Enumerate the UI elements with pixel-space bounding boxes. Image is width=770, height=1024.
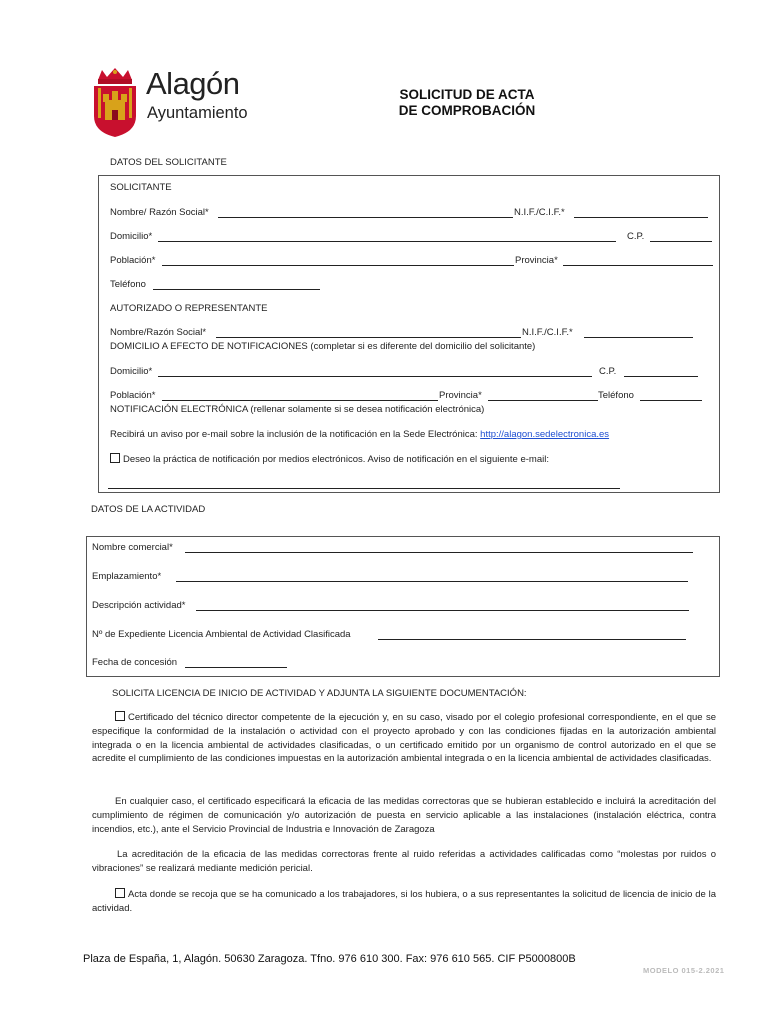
fecha-concesion-field[interactable] (185, 667, 287, 668)
nombre-field[interactable] (218, 217, 513, 218)
model-number: MODELO 015-2.2021 (643, 966, 725, 975)
rep-domicilio-label: Domicilio* (110, 366, 153, 377)
title-line-1: SOLICITUD DE ACTA (399, 87, 535, 102)
aviso-text (110, 429, 609, 441)
rep-poblacion-field[interactable] (162, 400, 438, 401)
notificacion-checkbox-row (110, 453, 549, 466)
section-label-actividad: DATOS DE LA ACTIVIDAD (91, 504, 206, 515)
provincia-field[interactable] (563, 265, 713, 266)
domicilio-field[interactable] (158, 241, 616, 242)
nif-field[interactable] (574, 217, 708, 218)
descripcion-label: Descripción actividad* (92, 600, 186, 611)
title-line-2: DE COMPROBACIÓN (398, 103, 536, 118)
documentacion-item-2 (92, 888, 716, 916)
certificado-checkbox[interactable] (115, 711, 125, 721)
rep-nif-field[interactable] (584, 337, 693, 338)
logo-name: Alagón (146, 66, 240, 101)
rep-telefono-field[interactable] (640, 400, 702, 401)
expediente-label: Nº de Expediente Licencia Ambiental de Actividad Clasificada (92, 629, 351, 640)
documentacion-para-3: La acreditación de la eficacia de las medidas correctoras frente al ruido referidas a actividades calificadas como “molestas por ruidos o vibraciones” se realizará mediante medición pericial. (92, 849, 716, 874)
cp-field[interactable] (650, 241, 712, 242)
rep-nif-label: N.I.F./C.I.F.* (522, 327, 573, 338)
expediente-field[interactable] (378, 639, 686, 640)
subheading-solicitante: SOLICITANTE (110, 182, 172, 193)
rep-nombre-field[interactable] (216, 337, 521, 338)
rep-domicilio-note: DOMICILIO A EFECTO DE NOTIFICACIONES (completar si es diferente del domicilio del solicitante) (110, 341, 536, 352)
poblacion-field[interactable] (162, 265, 514, 266)
aviso-label: Recibirá un aviso por e-mail sobre la inclusión de la notificación en la Sede Electrónica: (110, 429, 478, 440)
telefono-label: Teléfono (110, 279, 146, 290)
descripcion-field[interactable] (196, 610, 689, 611)
rep-cp-label: C.P. (599, 366, 617, 377)
poblacion-label: Población* (110, 255, 156, 266)
notificacion-checkbox-label: Deseo la práctica de notificación por medios electrónicos. Aviso de notificación en el siguiente e-mail: (123, 454, 549, 465)
documentacion-heading: SOLICITA LICENCIA DE INICIO DE ACTIVIDAD Y ADJUNTA LA SIGUIENTE DOCUMENTACIÓN: (112, 688, 527, 699)
rep-domicilio-field[interactable] (158, 376, 592, 377)
cp-label: C.P. (627, 231, 645, 242)
rep-telefono-label: Teléfono (598, 390, 634, 401)
nombre-label: Nombre/ Razón Social* (110, 207, 209, 218)
documentacion-item-2-text: Acta donde se recoja que se ha comunicado a los trabajadores, si los hubiera, o a sus representantes la solicitud de licencia de inicio de la actividad. (92, 889, 716, 914)
documentacion-item-1-text: Certificado del técnico director competente de la ejecución y, en su caso, visado por el colegio profesional correspondiente, en el que se especifique la conformidad de la instalación o actividad con el proyecto aprobado y con las condiciones fijadas en la autorización ambiental integrada o en la licencia ambiental de actividades clasificadas, o un certificado emitido por un organismo de control autorizado en el que se acredite el cumplimiento de las condiciones impuestas en la autorización ambiental integrada o en la licencia ambiental de actividades clasificadas. (92, 712, 716, 765)
domicilio-label: Domicilio* (110, 231, 153, 242)
fecha-concesion-label: Fecha de concesión (92, 657, 178, 668)
rep-cp-field[interactable] (624, 376, 698, 377)
page-title (352, 87, 582, 119)
logo (90, 66, 270, 138)
nombre-comercial-field[interactable] (185, 552, 693, 553)
footer-address: Plaza de España, 1, Alagón. 50630 Zaragoza. Tfno. 976 610 300. Fax: 976 610 565. CIF P5000800B (83, 953, 576, 965)
telefono-field[interactable] (153, 289, 320, 290)
rep-nombre-label: Nombre/Razón Social* (110, 327, 207, 338)
rep-provincia-label: Provincia* (439, 390, 482, 401)
provincia-label: Provincia* (515, 255, 558, 266)
email-field[interactable] (108, 488, 620, 489)
notificacion-note: NOTIFICACIÓN ELECTRÓNICA (rellenar solamente si se desea notificación electrónica) (110, 404, 485, 415)
emplazamiento-label: Emplazamiento* (92, 571, 162, 582)
nombre-comercial-label: Nombre comercial* (92, 542, 173, 553)
coat-of-arms-icon (90, 66, 140, 138)
nif-label: N.I.F./C.I.F.* (514, 207, 565, 218)
rep-poblacion-label: Población* (110, 390, 156, 401)
logo-subtitle: Ayuntamiento (147, 104, 248, 122)
section-label-solicitante: DATOS DEL SOLICITANTE (110, 157, 227, 168)
documentacion-para-2: En cualquier caso, el certificado especificará la eficacia de las medidas correctoras que se hubieran establecido e incluirá la acreditación del cumplimiento de régimen de comunicación y/o autorización de puesta en servicio aplicable a las instalaciones (instalación eléctrica, contra incendios, etc.), ante el Servicio Provincial de Industria e Innovación de Zaragoza (92, 796, 716, 835)
sede-electronica-link[interactable]: http://alagon.sedelectronica.es (480, 429, 610, 440)
rep-provincia-field[interactable] (488, 400, 598, 401)
emplazamiento-field[interactable] (176, 581, 688, 582)
documentacion-item-1 (92, 711, 716, 766)
acta-checkbox[interactable] (115, 888, 125, 898)
notificacion-checkbox[interactable] (110, 453, 120, 463)
subheading-representante: AUTORIZADO O REPRESENTANTE (110, 303, 268, 314)
